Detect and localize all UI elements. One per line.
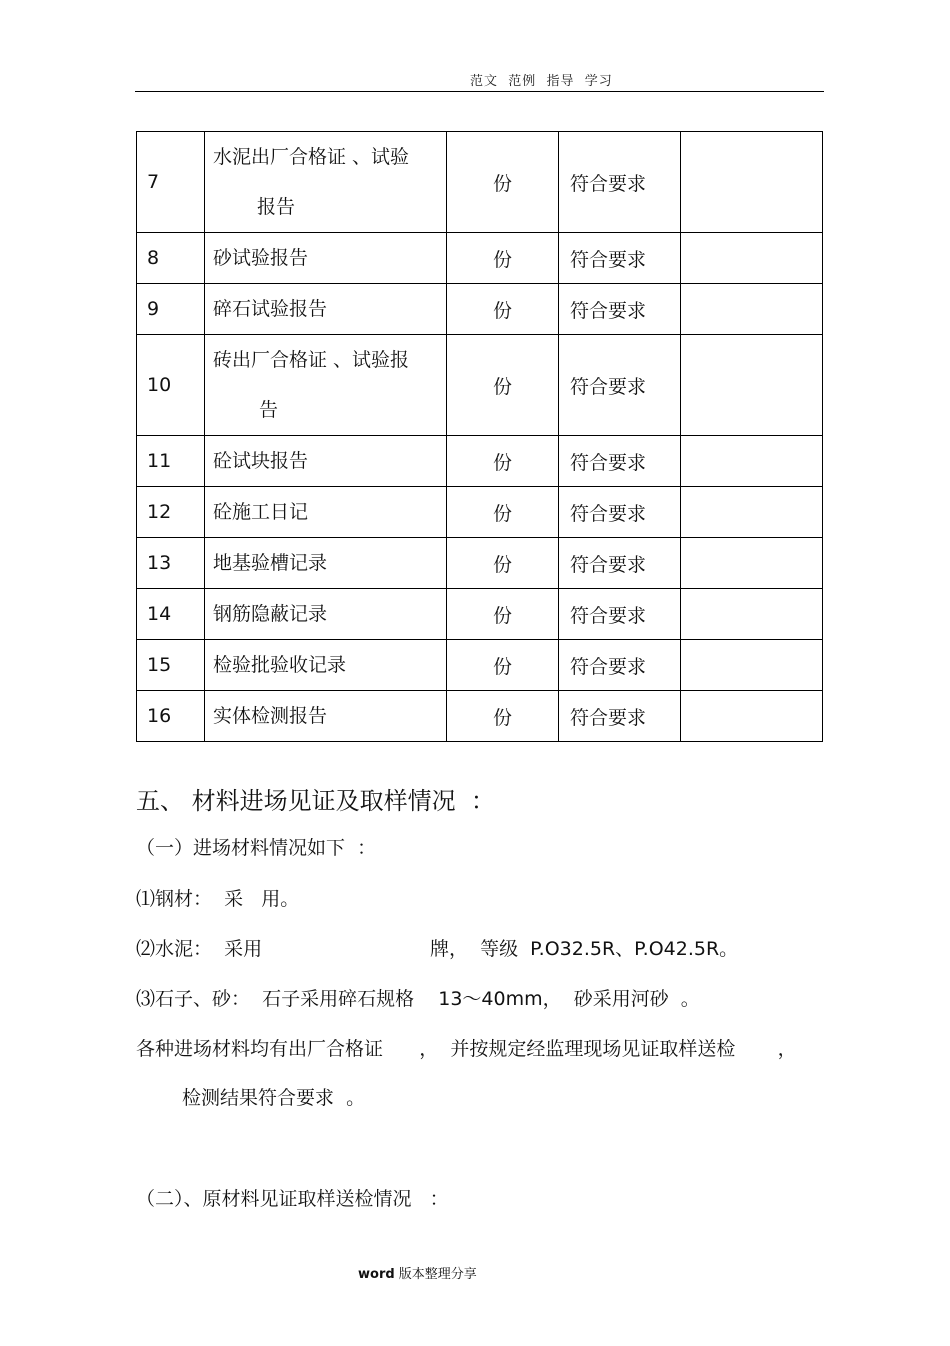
row-remark <box>681 436 823 487</box>
row-result: 符合要求 <box>559 589 681 640</box>
table-row <box>137 640 823 691</box>
row-unit: 份 <box>447 691 559 742</box>
row-item-name <box>205 335 447 436</box>
row-number: 16 <box>137 691 205 742</box>
row-number: 14 <box>137 589 205 640</box>
row-result: 符合要求 <box>559 436 681 487</box>
page-footer <box>358 1263 477 1282</box>
row-unit: 份 <box>447 132 559 233</box>
item-cement-a: ⑵水泥： 采用 <box>136 938 263 960</box>
row-number: 8 <box>137 233 205 284</box>
row-number: 9 <box>137 284 205 335</box>
table-row <box>137 284 823 335</box>
row-unit: 份 <box>447 436 559 487</box>
subsection-1-heading: （一）进场材料情况如下 ： <box>136 837 377 859</box>
row-result: 符合要求 <box>559 691 681 742</box>
table-row <box>137 487 823 538</box>
item-steel: ⑴钢材： 采 用。 <box>136 888 300 910</box>
paragraph-line-1: 各种进场材料均有出厂合格证 ， 并按规定经监理现场见证取样送检 ， <box>136 1038 797 1060</box>
row-item-name: 砼施工日记 <box>205 487 447 538</box>
table-row <box>137 436 823 487</box>
row-item-name: 钢筋隐蔽记录 <box>205 589 447 640</box>
row-number: 15 <box>137 640 205 691</box>
row-item-name-line1: 水泥出厂合格证 、试验 <box>213 146 410 168</box>
row-item-name: 砂试验报告 <box>205 233 447 284</box>
row-unit: 份 <box>447 335 559 436</box>
row-remark <box>681 284 823 335</box>
row-item-name-line2: 报告 <box>257 196 296 218</box>
paragraph-line-2: 检测结果符合要求 。 <box>182 1087 366 1109</box>
row-number: 10 <box>137 335 205 436</box>
row-remark <box>681 589 823 640</box>
table-row <box>137 691 823 742</box>
row-result: 符合要求 <box>559 233 681 284</box>
row-remark <box>681 233 823 284</box>
document-table <box>136 131 823 742</box>
subsection-2-heading: （二）、原材料见证取样送检情况 ： <box>136 1188 449 1210</box>
row-number: 12 <box>137 487 205 538</box>
footer-rest: 版本整理分享 <box>394 1267 477 1282</box>
row-remark <box>681 640 823 691</box>
row-item-name: 砼试块报告 <box>205 436 447 487</box>
row-item-name: 检验批验收记录 <box>205 640 447 691</box>
row-unit: 份 <box>447 589 559 640</box>
row-item-name-line2: 告 <box>259 399 279 421</box>
row-item-name: 实体检测报告 <box>205 691 447 742</box>
row-item-name <box>205 132 447 233</box>
row-item-name-line1: 砖出厂合格证 、试验报 <box>213 349 410 371</box>
header-rule <box>135 91 824 92</box>
footer-bold: word <box>358 1267 395 1282</box>
row-remark <box>681 335 823 436</box>
row-number: 7 <box>137 132 205 233</box>
row-remark <box>681 132 823 233</box>
item-cement-b: 牌， 等级 P.O32.5R、P.O42.5R。 <box>430 938 739 960</box>
row-item-name: 碎石试验报告 <box>205 284 447 335</box>
table-row <box>137 335 823 436</box>
table-row <box>137 538 823 589</box>
row-remark <box>681 691 823 742</box>
item-aggregate: ⑶石子、砂： 石子采用碎石规格 13～40mm， 砂采用河砂 。 <box>136 988 700 1010</box>
row-result: 符合要求 <box>559 538 681 589</box>
row-remark <box>681 487 823 538</box>
row-unit: 份 <box>447 284 559 335</box>
table-row <box>137 589 823 640</box>
row-unit: 份 <box>447 538 559 589</box>
section-title: 五、 材料进场见证及取样情况 ： <box>136 787 495 815</box>
row-item-name: 地基验槽记录 <box>205 538 447 589</box>
row-unit: 份 <box>447 640 559 691</box>
page-header: 范文 范例 指导 学习 <box>470 74 613 89</box>
table-row <box>137 132 823 233</box>
row-result: 符合要求 <box>559 640 681 691</box>
row-result: 符合要求 <box>559 335 681 436</box>
row-number: 13 <box>137 538 205 589</box>
row-result: 符合要求 <box>559 284 681 335</box>
row-result: 符合要求 <box>559 487 681 538</box>
row-remark <box>681 538 823 589</box>
table-row <box>137 233 823 284</box>
row-result: 符合要求 <box>559 132 681 233</box>
row-unit: 份 <box>447 233 559 284</box>
row-number: 11 <box>137 436 205 487</box>
row-unit: 份 <box>447 487 559 538</box>
